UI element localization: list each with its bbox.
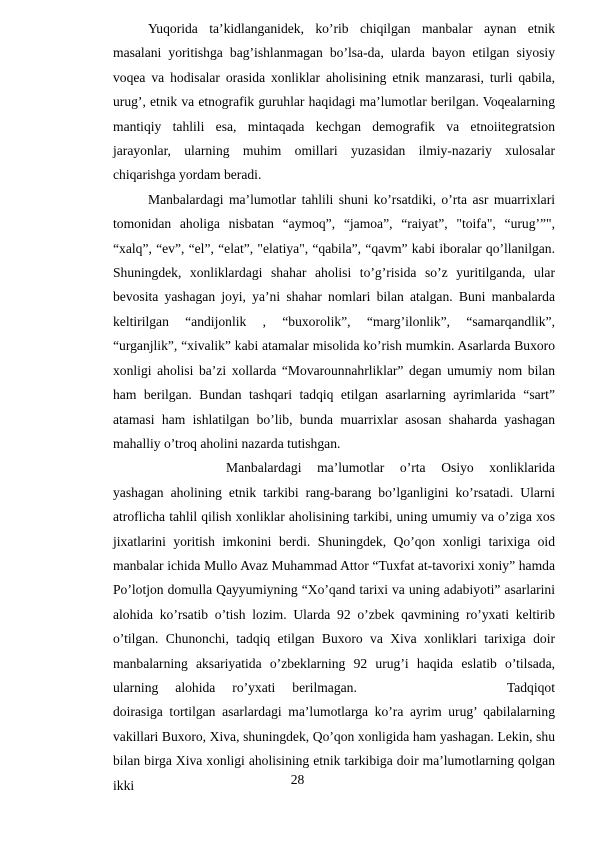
paragraph-4: Tadqiqot doirasiga tortilgan asarlardagi ma’lumotlarga ko’ra ayrim urug’ qabilalarning vakillari Buxoro, Xiva, shuningdek, Qo’qon xonligida ham yashagan. Lekin, shu bilan birga Xiva xonligi aholisining etnik tarkibiga doir ma’lumotlarning qolgan ikki: [113, 679, 555, 793]
paragraph-1: Yuqorida ta’kidlanganidek, ko’rib chiqilgan manbalar aynan etnik masalani yoritishga bag’ishlanmagan bo’lsa-da, ularda bayon etilgan siyosiy voqea va hodisalar orasida xonliklar aholisining etnik manzarasi, turli qabila, urug’, etnik va etnografik guruhlar haqidagi ma’lumotlar berilgan. Voqealarning mantiqiy tahlili esa, mintaqada kechgan demografik va etnoiitegratsion jarayonlar, ularning muhim omillari yuzasidan ilmiy-nazariy xulosalar chiqarishga yordam beradi.: [113, 21, 555, 183]
paragraph-2: Manbalardagi ma’lumotlar tahlili shuni ko’rsatdiki, o’rta asr muarrixlari tomonidan aholiga nisbatan “aymoq”, “jamoa”, “raiyat”, "toifa", “urug’”", “xalq”, “ev”, “el”, “elat”, "elatiya", “qabila”, “qavm” kabi iboralar qo’llanilgan. Shuningdek, xonliklardagi shahar aholisi to’g’risida so’z yuritilganda, ular bevosita yashagan joyi, ya’ni shahar nomlari bilan atalgan. Buni manbalarda keltirilgan “andijonlik , “buxorolik”, “marg’ilonlik”, “samarqandlik”, “urganjlik”, “xivalik” kabi atamalar misolida ko’rish mumkin. Asarlarda Buxoro xonligi aholisi ba’zi xollarda “Movarounnahrliklar” degan umumiy nom bilan ham berilgan. Bundan tashqari tadqiq etilgan asarlarning ayrimlarida “sart” atamasi ham ishlatilgan bo’lib, bunda muarrixlar asosan shaharda yashagan mahalliy o’troq aholini nazarda tutishgan.: [113, 191, 555, 451]
body-text: [113, 17, 555, 798]
paragraph-3: [113, 456, 555, 798]
paragraph-3-text: Manbalardagi ma’lumotlar o’rta Osiyo xonliklarida yashagan aholining etnik tarkibi rang-barang bo’lganligini ko’rsatadi. Ularni atroflicha tahlil qilish xonliklar aholisining tarkibi, uning umumiy va o’ziga xos jixatlarini yoritish imkonini berdi. Shuningdek, Qo’qon xonligi tarixiga oid manbalar ichida Mullo Avaz Muhammad Attor “Tuxfat at-tavorixi xoniy” hamda Po’lotjon domulla Qayyumiyning “Xo’qand tarixi va uning adabiyoti” asarlarini alohida ko’rsatib o’tish lozim. Ularda 92 o’zbek qavmining ro’yxati keltirib o’tilgan. Chunonchi, tadqiq etilgan Buxoro va Xiva xonliklari tarixiga doir manbalarning aksariyatida o’zbeklarning 92 urug’i haqida eslatib o’tilsada, ularning alohida ro’yxati berilmagan.: [113, 460, 555, 695]
page-number: 28: [290, 772, 305, 787]
